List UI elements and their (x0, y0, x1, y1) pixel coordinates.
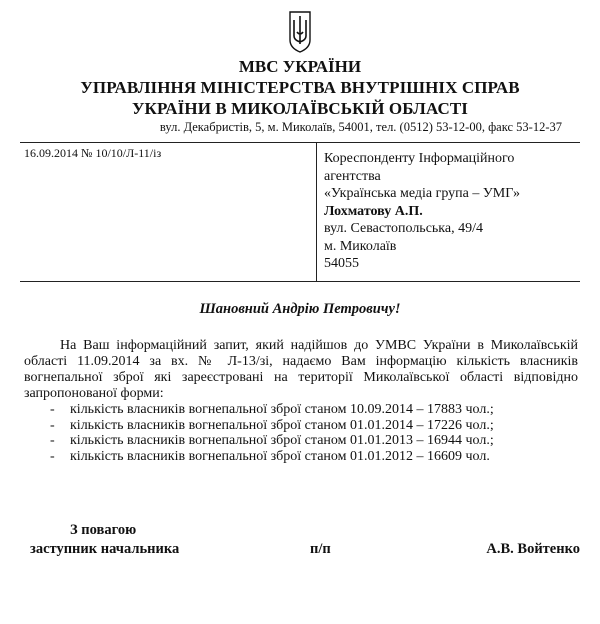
signatory-name: А.В. Войтенко (486, 541, 580, 557)
letterhead-address: вул. Декабристів, 5, м. Миколаїв, 54001, тел. (0512) 53-12-00, факс 53-12-37 (159, 120, 562, 134)
body-paragraph: На Ваш інформаційний запит, який надійшов до УМВС України в Миколаївській області 11.09.2014 за вх. № Л-13/зі, надаємо Вам інформацію кількість власників вогнепальної зброї які зареєстровані на території Миколаївської області відповідно запропонованої форми: (24, 338, 578, 401)
trident-emblem-icon (288, 10, 312, 54)
list-item: - кількість власників вогнепальної зброї станом 01.01.2012 – 16609 чол. (50, 448, 490, 464)
recipient-name: Лохматову А.П. (324, 203, 423, 219)
statistics-list (24, 402, 578, 464)
letter-body (24, 338, 578, 464)
bullet: - (50, 402, 55, 417)
recipient-divider (20, 281, 580, 282)
bullet: - (50, 433, 55, 448)
recipient-city: м. Миколаїв (324, 238, 397, 254)
reference-number: 16.09.2014 № 10/10/Л-11/із (24, 146, 162, 160)
recipient-postcode: 54055 (324, 256, 359, 271)
header-vertical-divider (316, 143, 317, 281)
recipient-street: вул. Севастопольська, 49/4 (324, 221, 483, 236)
signature-mark: п/п (310, 541, 331, 557)
recipient-line: «Українська медіа група – УМГ» (324, 186, 520, 201)
recipient-line: Кореспонденту Інформаційного (324, 151, 515, 166)
list-item: - кількість власників вогнепальної зброї станом 01.01.2013 – 16944 чол.; (50, 433, 494, 448)
recipient-block (324, 150, 584, 273)
list-item: - кількість власників вогнепальної зброї станом 01.01.2014 – 17226 чол.; (50, 417, 494, 433)
signatory-title: заступник начальника (30, 541, 180, 557)
list-item: - кількість власників вогнепальної зброї станом 10.09.2014 – 17883 чол.; (50, 402, 494, 417)
ministry-title: МВС УКРАЇНИ (238, 57, 362, 76)
bullet: - (50, 417, 55, 433)
letterhead (20, 56, 580, 119)
department-title-line2: УКРАЇНИ В МИКОЛАЇВСЬКІЙ ОБЛАСТІ (131, 99, 469, 118)
bullet: - (50, 448, 55, 464)
department-title-line1: УПРАВЛІННЯ МІНІСТЕРСТВА ВНУТРІШНІХ СПРАВ (80, 78, 520, 97)
closing-phrase: З повагою (70, 522, 137, 538)
letterhead-divider (20, 142, 580, 143)
recipient-line: агентства (324, 168, 381, 184)
salutation: Шановний Андрію Петровичу! (199, 301, 401, 317)
